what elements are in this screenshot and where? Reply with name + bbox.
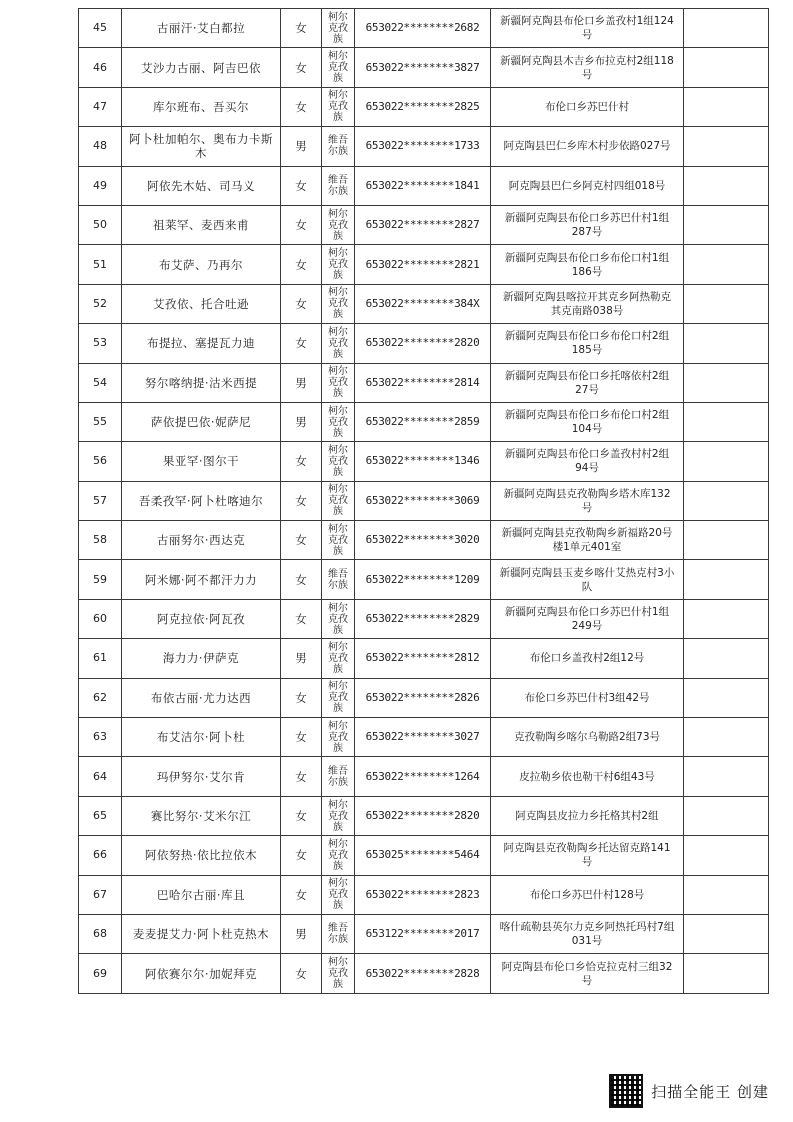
blank-cell — [684, 284, 769, 323]
sex-cell: 女 — [281, 87, 322, 126]
row-number: 69 — [79, 954, 122, 993]
person-name: 吾柔孜罕·阿卜杜喀迪尔 — [122, 481, 281, 520]
row-number: 68 — [79, 914, 122, 953]
blank-cell — [684, 363, 769, 402]
person-name: 赛比努尔·艾米尔江 — [122, 796, 281, 835]
scanner-watermark — [609, 1074, 769, 1108]
ethnicity-cell: 柯尔克孜族 — [322, 9, 355, 48]
sex-cell: 女 — [281, 836, 322, 875]
address-cell: 布伦口乡苏巴什村 — [491, 87, 684, 126]
ethnicity-cell: 柯尔克孜族 — [322, 363, 355, 402]
ethnicity-cell: 维吾尔族 — [322, 127, 355, 166]
blank-cell — [684, 639, 769, 678]
address-cell: 皮拉勒乡依也勒干村6组43号 — [491, 757, 684, 796]
row-number: 59 — [79, 560, 122, 599]
sex-cell: 女 — [281, 599, 322, 638]
table-row — [79, 324, 769, 363]
address-cell: 新疆阿克陶县玉麦乡喀什艾热克村3小队 — [491, 560, 684, 599]
id-number: 653022********1264 — [355, 757, 491, 796]
row-number: 51 — [79, 245, 122, 284]
row-number: 66 — [79, 836, 122, 875]
row-number: 47 — [79, 87, 122, 126]
address-cell: 布伦口乡盖孜村2组12号 — [491, 639, 684, 678]
row-number: 63 — [79, 718, 122, 757]
blank-cell — [684, 599, 769, 638]
person-name: 海力力·伊萨克 — [122, 639, 281, 678]
ethnicity-cell: 柯尔克孜族 — [322, 875, 355, 914]
blank-cell — [684, 560, 769, 599]
blank-cell — [684, 245, 769, 284]
person-name: 阿米娜·阿不都汗力力 — [122, 560, 281, 599]
address-cell: 布伦口乡苏巴什村128号 — [491, 875, 684, 914]
ethnicity-cell: 柯尔克孜族 — [322, 205, 355, 244]
id-number: 653022********1346 — [355, 442, 491, 481]
sex-cell: 女 — [281, 796, 322, 835]
row-number: 58 — [79, 521, 122, 560]
sex-cell: 女 — [281, 284, 322, 323]
id-number: 653022********384X — [355, 284, 491, 323]
table-row — [79, 796, 769, 835]
blank-cell — [684, 914, 769, 953]
sex-cell: 女 — [281, 324, 322, 363]
blank-cell — [684, 324, 769, 363]
sex-cell: 女 — [281, 245, 322, 284]
id-number: 653022********1841 — [355, 166, 491, 205]
blank-cell — [684, 796, 769, 835]
row-number: 57 — [79, 481, 122, 520]
qr-code-icon — [609, 1074, 643, 1108]
table-row — [79, 205, 769, 244]
address-cell: 新疆阿克陶县布伦口乡布伦口村2组104号 — [491, 402, 684, 441]
id-number: 653022********2823 — [355, 875, 491, 914]
ethnicity-cell: 柯尔克孜族 — [322, 718, 355, 757]
row-number: 48 — [79, 127, 122, 166]
roster-body — [79, 9, 769, 994]
person-name: 古丽汗·艾白都拉 — [122, 9, 281, 48]
ethnicity-cell: 柯尔克孜族 — [322, 954, 355, 993]
row-number: 60 — [79, 599, 122, 638]
row-number: 46 — [79, 48, 122, 87]
blank-cell — [684, 521, 769, 560]
person-name: 古丽努尔·西达克 — [122, 521, 281, 560]
ethnicity-cell: 柯尔克孜族 — [322, 87, 355, 126]
watermark-text: 扫描全能王 创建 — [651, 1082, 769, 1101]
address-cell: 阿克陶县布伦口乡恰克拉克村三组32号 — [491, 954, 684, 993]
sex-cell: 女 — [281, 9, 322, 48]
sex-cell: 女 — [281, 48, 322, 87]
table-row — [79, 363, 769, 402]
ethnicity-cell: 维吾尔族 — [322, 560, 355, 599]
sex-cell: 女 — [281, 521, 322, 560]
address-cell: 新疆阿克陶县克孜勒陶乡塔木库132号 — [491, 481, 684, 520]
blank-cell — [684, 402, 769, 441]
ethnicity-cell: 柯尔克孜族 — [322, 678, 355, 717]
person-name: 祖莱罕、麦西来甫 — [122, 205, 281, 244]
person-name: 阿依先木姑、司马义 — [122, 166, 281, 205]
person-name: 库尔班布、吾买尔 — [122, 87, 281, 126]
sex-cell: 男 — [281, 402, 322, 441]
id-number: 653022********2859 — [355, 402, 491, 441]
blank-cell — [684, 678, 769, 717]
person-name: 艾沙力古丽、阿吉巴依 — [122, 48, 281, 87]
id-number: 653022********2827 — [355, 205, 491, 244]
ethnicity-cell: 柯尔克孜族 — [322, 639, 355, 678]
ethnicity-cell: 维吾尔族 — [322, 166, 355, 205]
row-number: 54 — [79, 363, 122, 402]
address-cell: 新疆阿克陶县木吉乡布拉克村2组118号 — [491, 48, 684, 87]
id-number: 653022********2829 — [355, 599, 491, 638]
row-number: 52 — [79, 284, 122, 323]
blank-cell — [684, 127, 769, 166]
address-cell: 克孜勒陶乡喀尔乌勒路2组73号 — [491, 718, 684, 757]
blank-cell — [684, 205, 769, 244]
row-number: 49 — [79, 166, 122, 205]
sex-cell: 女 — [281, 718, 322, 757]
table-row — [79, 402, 769, 441]
id-number: 653022********3827 — [355, 48, 491, 87]
sex-cell: 男 — [281, 914, 322, 953]
ethnicity-cell: 柯尔克孜族 — [322, 836, 355, 875]
table-row — [79, 481, 769, 520]
table-row — [79, 954, 769, 993]
person-name: 玛伊努尔·艾尔肯 — [122, 757, 281, 796]
ethnicity-cell: 柯尔克孜族 — [322, 48, 355, 87]
address-cell: 新疆阿克陶县布伦口乡盖孜村1组124号 — [491, 9, 684, 48]
table-row — [79, 639, 769, 678]
table-row — [79, 718, 769, 757]
address-cell: 阿克陶县皮拉力乡托格其村2组 — [491, 796, 684, 835]
sex-cell: 女 — [281, 954, 322, 993]
id-number: 653022********3027 — [355, 718, 491, 757]
roster-sheet — [78, 8, 768, 994]
id-number: 653022********1209 — [355, 560, 491, 599]
table-row — [79, 560, 769, 599]
address-cell: 新疆阿克陶县布伦口乡苏巴什村1组249号 — [491, 599, 684, 638]
table-row — [79, 875, 769, 914]
table-row — [79, 914, 769, 953]
blank-cell — [684, 442, 769, 481]
sex-cell: 女 — [281, 166, 322, 205]
row-number: 65 — [79, 796, 122, 835]
table-row — [79, 87, 769, 126]
person-name: 布依古丽·尤力达西 — [122, 678, 281, 717]
person-name: 布艾洁尔·阿卜杜 — [122, 718, 281, 757]
ethnicity-cell: 柯尔克孜族 — [322, 481, 355, 520]
sex-cell: 男 — [281, 127, 322, 166]
address-cell: 阿克陶县克孜勒陶乡托达留克路141号 — [491, 836, 684, 875]
id-number: 653022********2825 — [355, 87, 491, 126]
blank-cell — [684, 954, 769, 993]
row-number: 62 — [79, 678, 122, 717]
table-row — [79, 166, 769, 205]
sex-cell: 男 — [281, 639, 322, 678]
person-name: 阿依赛尔尔·加妮拜克 — [122, 954, 281, 993]
ethnicity-cell: 柯尔克孜族 — [322, 599, 355, 638]
id-number: 653022********3020 — [355, 521, 491, 560]
row-number: 64 — [79, 757, 122, 796]
table-row — [79, 757, 769, 796]
sex-cell: 女 — [281, 757, 322, 796]
id-number: 653025********5464 — [355, 836, 491, 875]
person-name: 萨依提巴依·妮萨尼 — [122, 402, 281, 441]
ethnicity-cell: 柯尔克孜族 — [322, 284, 355, 323]
row-number: 67 — [79, 875, 122, 914]
person-name: 努尔喀纳提·沽米西提 — [122, 363, 281, 402]
id-number: 653022********2682 — [355, 9, 491, 48]
table-row — [79, 521, 769, 560]
blank-cell — [684, 875, 769, 914]
address-cell: 新疆阿克陶县布伦口乡苏巴什村1组287号 — [491, 205, 684, 244]
person-name: 布提拉、塞提瓦力迪 — [122, 324, 281, 363]
table-row — [79, 48, 769, 87]
ethnicity-cell: 柯尔克孜族 — [322, 521, 355, 560]
person-name: 布艾萨、乃再尔 — [122, 245, 281, 284]
sex-cell: 女 — [281, 442, 322, 481]
address-cell: 布伦口乡苏巴什村3组42号 — [491, 678, 684, 717]
row-number: 45 — [79, 9, 122, 48]
table-row — [79, 9, 769, 48]
blank-cell — [684, 166, 769, 205]
roster-table — [78, 8, 769, 994]
blank-cell — [684, 87, 769, 126]
row-number: 56 — [79, 442, 122, 481]
person-name: 阿依努热·依比拉依木 — [122, 836, 281, 875]
ethnicity-cell: 柯尔克孜族 — [322, 796, 355, 835]
sex-cell: 女 — [281, 560, 322, 599]
address-cell: 阿克陶县巴仁乡库木村步依路027号 — [491, 127, 684, 166]
address-cell: 喀什疏勒县英尔力克乡阿热托玛村7组031号 — [491, 914, 684, 953]
sex-cell: 女 — [281, 678, 322, 717]
table-row — [79, 245, 769, 284]
person-name: 巴哈尔古丽·库且 — [122, 875, 281, 914]
row-number: 55 — [79, 402, 122, 441]
blank-cell — [684, 9, 769, 48]
id-number: 653022********2820 — [355, 324, 491, 363]
address-cell: 阿克陶县巴仁乡阿克村四组018号 — [491, 166, 684, 205]
person-name: 麦麦提艾力·阿卜杜克热木 — [122, 914, 281, 953]
address-cell: 新疆阿克陶县布伦口乡布伦口村1组186号 — [491, 245, 684, 284]
row-number: 50 — [79, 205, 122, 244]
blank-cell — [684, 757, 769, 796]
ethnicity-cell: 柯尔克孜族 — [322, 402, 355, 441]
sex-cell: 女 — [281, 205, 322, 244]
blank-cell — [684, 481, 769, 520]
table-row — [79, 836, 769, 875]
id-number: 653022********2821 — [355, 245, 491, 284]
address-cell: 新疆阿克陶县布伦口乡盖孜村村2组94号 — [491, 442, 684, 481]
blank-cell — [684, 718, 769, 757]
ethnicity-cell: 维吾尔族 — [322, 914, 355, 953]
table-row — [79, 442, 769, 481]
table-row — [79, 127, 769, 166]
id-number: 653022********2828 — [355, 954, 491, 993]
blank-cell — [684, 836, 769, 875]
ethnicity-cell: 柯尔克孜族 — [322, 324, 355, 363]
sex-cell: 女 — [281, 875, 322, 914]
address-cell: 新疆阿克陶县布伦口乡托喀依村2组27号 — [491, 363, 684, 402]
id-number: 653122********2017 — [355, 914, 491, 953]
table-row — [79, 678, 769, 717]
ethnicity-cell: 柯尔克孜族 — [322, 442, 355, 481]
person-name: 阿卜杜加帕尔、奥布力卡斯木 — [122, 127, 281, 166]
id-number: 653022********3069 — [355, 481, 491, 520]
sex-cell: 女 — [281, 481, 322, 520]
address-cell: 新疆阿克陶县喀拉开其克乡阿热勒克其克南路038号 — [491, 284, 684, 323]
ethnicity-cell: 柯尔克孜族 — [322, 245, 355, 284]
id-number: 653022********2812 — [355, 639, 491, 678]
id-number: 653022********2826 — [355, 678, 491, 717]
row-number: 53 — [79, 324, 122, 363]
blank-cell — [684, 48, 769, 87]
id-number: 653022********2814 — [355, 363, 491, 402]
id-number: 653022********1733 — [355, 127, 491, 166]
address-cell: 新疆阿克陶县克孜勒陶乡新福路20号楼1单元401室 — [491, 521, 684, 560]
ethnicity-cell: 维吾尔族 — [322, 757, 355, 796]
person-name: 果亚罕·图尔干 — [122, 442, 281, 481]
person-name: 艾孜依、托合吐逊 — [122, 284, 281, 323]
table-row — [79, 284, 769, 323]
address-cell: 新疆阿克陶县布伦口乡布伦口村2组185号 — [491, 324, 684, 363]
person-name: 阿克拉依·阿瓦孜 — [122, 599, 281, 638]
row-number: 61 — [79, 639, 122, 678]
sex-cell: 男 — [281, 363, 322, 402]
table-row — [79, 599, 769, 638]
id-number: 653022********2820 — [355, 796, 491, 835]
